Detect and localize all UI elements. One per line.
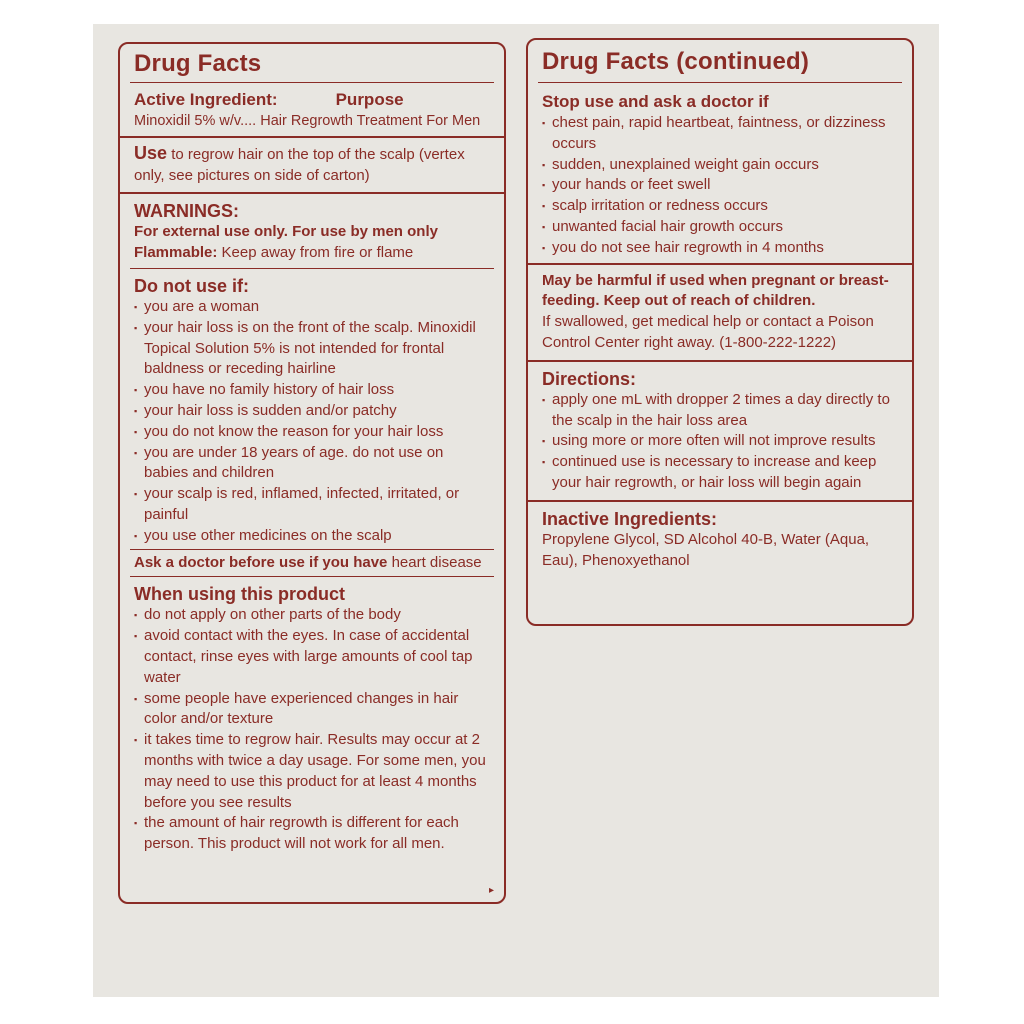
use-heading: Use	[134, 142, 168, 163]
list-item: ▪ your hair loss is on the front of the scalp. Minoxidil Topical Solution 5% is not intended for frontal baldness or receding hairline	[134, 318, 490, 380]
list-item: ▪ your scalp is red, inflamed, infected, irritated, or painful	[134, 484, 490, 526]
directions-list	[542, 390, 898, 494]
do-not-use-heading: Do not use if:	[134, 275, 249, 296]
list-item: ▪ it takes time to regrow hair. Results may occur at 2 months with twice a day usage. For some men, you may need to use this product for at least 4 months before you see results	[134, 730, 490, 813]
stop-use-section	[528, 83, 912, 263]
list-item: ▪ sudden, unexplained weight gain occurs	[542, 155, 898, 176]
list-item: ▪ continued use is necessary to increase and keep your hair regrowth, or hair loss will begin again	[542, 452, 898, 494]
drug-facts-title: Drug Facts	[134, 50, 262, 77]
list-item: ▪ you are under 18 years of age. do not use on babies and children	[134, 443, 490, 485]
list-item: ▪ unwanted facial hair growth occurs	[542, 217, 898, 238]
use-text: to regrow hair on the top of the scalp (vertex only, see pictures on side of carton)	[134, 145, 465, 184]
list-item: ▪ you use other medicines on the scalp	[134, 526, 490, 547]
list-item: ▪ the amount of hair regrowth is different for each person. This product will not work for all men.	[134, 813, 490, 855]
poison-control-text: If swallowed, get medical help or contact a Poison Control Center right away. (1-800-222-1222)	[542, 313, 874, 351]
directions-section	[528, 362, 912, 500]
when-using-list	[134, 605, 490, 855]
inactive-ingredients-text: Propylene Glycol, SD Alcohol 40-B, Water (Aqua, Eau), Phenoxyethanol	[542, 530, 870, 569]
list-item: ▪ you do not know the reason for your hair loss	[134, 422, 490, 443]
pregnancy-warning-section	[528, 265, 912, 360]
ask-doctor-text: heart disease	[387, 553, 482, 571]
drug-facts-continued-title: Drug Facts (continued)	[542, 48, 810, 75]
flammable-label: Flammable:	[134, 244, 218, 262]
inactive-ingredients-heading: Inactive Ingredients:	[542, 508, 718, 529]
use-section	[120, 138, 504, 193]
stop-use-list	[542, 113, 898, 259]
drug-facts-continued-panel	[526, 38, 914, 626]
ask-doctor-section	[120, 550, 504, 577]
inactive-ingredients-section	[528, 502, 912, 576]
when-using-heading: When using this product	[134, 584, 345, 605]
list-item: ▪ chest pain, rapid heartbeat, faintness, or dizziness occurs	[542, 113, 898, 155]
active-ingredient-section	[120, 83, 504, 136]
list-item: ▪ scalp irritation or redness occurs	[542, 196, 898, 217]
continue-arrow-icon: ▸	[488, 885, 494, 896]
stop-use-heading: Stop use and ask a doctor if	[542, 92, 769, 111]
list-item: ▪ do not apply on other parts of the body	[134, 605, 490, 626]
active-ingredient-label: Active Ingredient:	[134, 90, 278, 109]
purpose-label: Purpose	[335, 90, 404, 109]
list-item: ▪ apply one mL with dropper 2 times a day directly to the scalp in the hair loss area	[542, 390, 898, 432]
ask-doctor-label: Ask a doctor before use if you have	[134, 553, 388, 571]
list-item: ▪ you are a woman	[134, 297, 490, 318]
warnings-heading: WARNINGS:	[134, 201, 239, 222]
list-item: ▪ some people have experienced changes in hair color and/or texture	[134, 689, 490, 731]
directions-heading: Directions:	[542, 368, 637, 389]
warnings-line: For external use only. For use by men only	[134, 223, 438, 241]
do-not-use-section	[120, 269, 504, 549]
list-item: ▪ using more or more often will not improve results	[542, 431, 898, 452]
active-ingredient-row: Minoxidil 5% w/v.... Hair Regrowth Treatment For Men	[134, 113, 481, 129]
list-item: ▪ you have no family history of hair loss	[134, 380, 490, 401]
drug-facts-panel	[118, 42, 506, 904]
warnings-section	[120, 194, 504, 268]
list-item: ▪ your hands or feet swell	[542, 175, 898, 196]
do-not-use-list	[134, 297, 490, 547]
list-item: ▪ your hair loss is sudden and/or patchy	[134, 401, 490, 422]
list-item: ▪ you do not see hair regrowth in 4 months	[542, 238, 898, 259]
flammable-text: Keep away from fire or flame	[217, 244, 414, 262]
when-using-section	[120, 577, 504, 859]
list-item: ▪ avoid contact with the eyes. In case of accidental contact, rinse eyes with large amounts of cool tap water	[134, 626, 490, 688]
pregnancy-warning: May be harmful if used when pregnant or breast-feeding. Keep out of reach of children.	[542, 271, 889, 310]
